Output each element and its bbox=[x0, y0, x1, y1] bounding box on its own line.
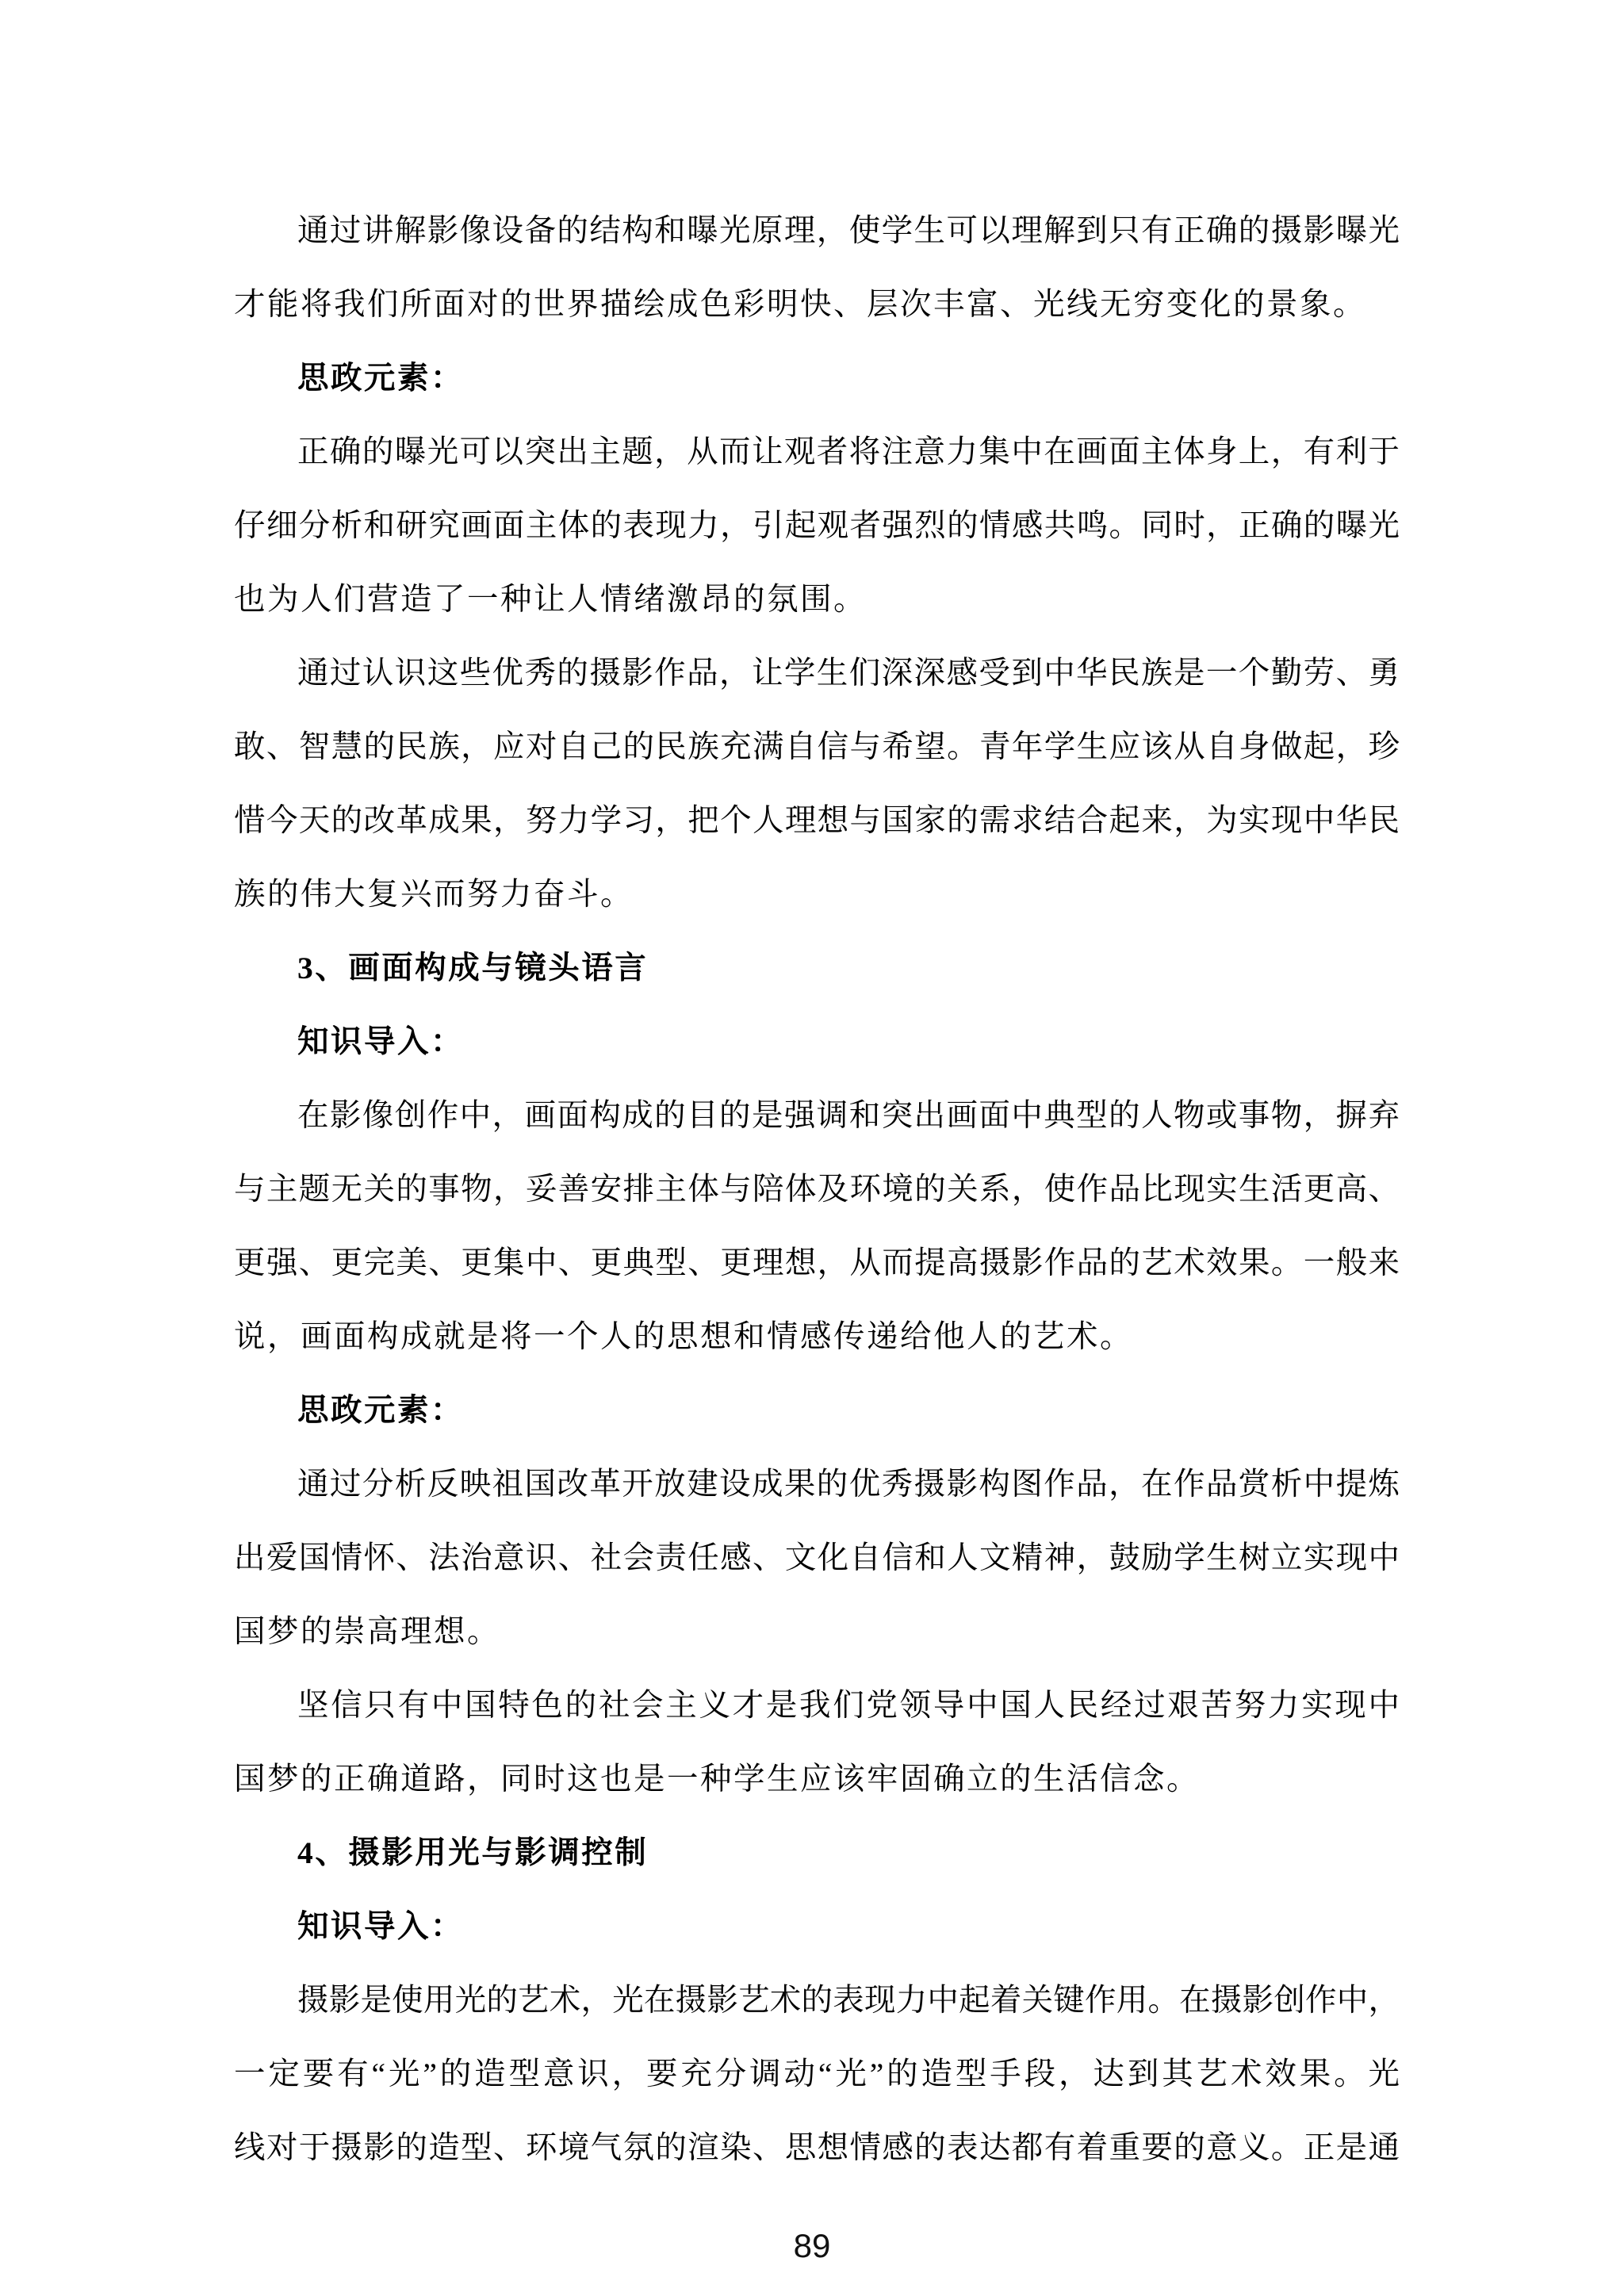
text-line: 通过分析反映祖国改革开放建设成果的优秀摄影构图作品，在作品赏析中提炼 bbox=[297, 1467, 1400, 1502]
text-line: 线对于摄影的造型、环境气氛的渲染、思想情感的表达都有着重要的意义。正是通 bbox=[234, 2130, 1400, 2165]
text-line: 通过讲解影像设备的结构和曝光原理，使学生可以理解到只有正确的摄影曝光 bbox=[297, 213, 1400, 248]
text-line: 与主题无关的事物，妥善安排主体与陪体及环境的关系，使作品比现实生活更高、 bbox=[234, 1172, 1400, 1207]
text-line: 说，画面构成就是将一个人的思想和情感传递给他人的艺术。 bbox=[234, 1319, 1133, 1354]
text-line: 在影像创作中，画面构成的目的是强调和突出画面中典型的人物或事物，摒弃 bbox=[297, 1098, 1400, 1133]
text-line: 坚信只有中国特色的社会主义才是我们党领导中国人民经过艰苦努力实现中 bbox=[297, 1688, 1400, 1723]
text-line: 出爱国情怀、法治意识、社会责任感、文化自信和人文精神，鼓励学生树立实现中 bbox=[234, 1540, 1400, 1575]
section-heading: 思政元素： bbox=[297, 361, 464, 396]
section-heading: 思政元素： bbox=[297, 1393, 464, 1428]
text-line: 惜今天的改革成果，努力学习，把个人理想与国家的需求结合起来，为实现中华民 bbox=[234, 803, 1400, 838]
text-line: 仔细分析和研究画面主体的表现力，引起观者强烈的情感共鸣。同时，正确的曝光 bbox=[234, 508, 1400, 543]
text-line: 更强、更完美、更集中、更典型、更理想，从而提高摄影作品的艺术效果。一般来 bbox=[234, 1246, 1400, 1280]
text-line: 正确的曝光可以突出主题，从而让观者将注意力集中在画面主体身上，有利于 bbox=[297, 434, 1400, 469]
page-number: 89 bbox=[793, 2227, 831, 2264]
section-heading: 知识导入： bbox=[297, 1024, 464, 1059]
text-line: 也为人们营造了一种让人情绪激昂的氛围。 bbox=[234, 582, 867, 617]
text-line: 族的伟大复兴而努力奋斗。 bbox=[234, 877, 634, 912]
text-line: 通过认识这些优秀的摄影作品，让学生们深深感受到中华民族是一个勤劳、勇 bbox=[297, 656, 1400, 691]
text-line: 才能将我们所面对的世界描绘成色彩明快、层次丰富、光线无穷变化的景象。 bbox=[234, 287, 1366, 322]
section-heading: 知识导入： bbox=[297, 1909, 464, 1944]
text-line: 一定要有“光”的造型意识，要充分调动“光”的造型手段，达到其艺术效果。光 bbox=[234, 2057, 1400, 2091]
text-line: 国梦的崇高理想。 bbox=[234, 1614, 500, 1649]
document-body bbox=[234, 194, 1400, 2185]
text-line: 国梦的正确道路，同时这也是一种学生应该牢固确立的生活信念。 bbox=[234, 1762, 1200, 1797]
section-heading: 4、摄影用光与影调控制 bbox=[297, 1835, 649, 1870]
text-line: 敢、智慧的民族，应对自己的民族充满自信与希望。青年学生应该从自身做起，珍 bbox=[234, 729, 1400, 764]
text-line: 摄影是使用光的艺术，光在摄影艺术的表现力中起着关键作用。在摄影创作中， bbox=[297, 1983, 1400, 2018]
section-heading: 3、画面构成与镜头语言 bbox=[297, 951, 649, 985]
